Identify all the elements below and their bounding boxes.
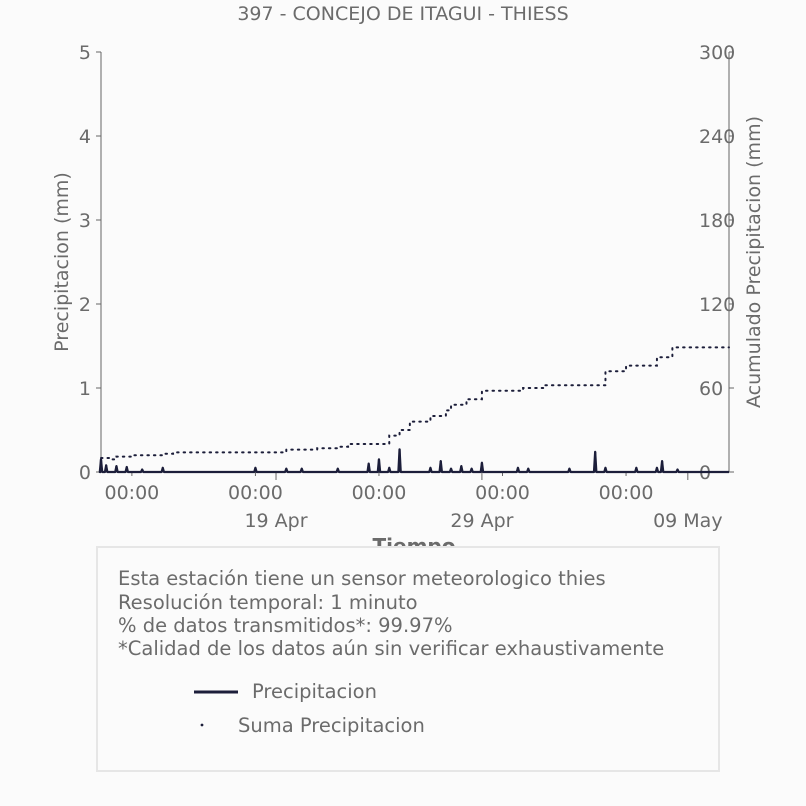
x-minor-tick-label: 00:00: [104, 482, 160, 504]
legend-label-suma-precipitacion: Suma Precipitacion: [238, 714, 425, 737]
series-precipitacion-line: [100, 449, 729, 472]
legend-dot-icon: [198, 720, 208, 730]
left-y-tick-label: 0: [78, 462, 91, 484]
info-sensor: Esta estación tiene un sensor meteorologico thies: [118, 567, 606, 590]
left-y-tick-label: 2: [78, 294, 91, 316]
x-major-tick-label: 09 May: [653, 510, 723, 532]
right-y-tick-label: 300: [699, 42, 736, 64]
info-transmitted: % de datos transmitidos*: 99.97%: [118, 614, 453, 637]
legend-solid-line-icon: [193, 688, 239, 698]
right-y-tick-label: 240: [699, 126, 736, 148]
x-major-tick-label: 29 Apr: [450, 510, 514, 532]
series-suma-precipitacion-line: [101, 347, 729, 459]
x-minor-tick-label: 00:00: [351, 482, 407, 504]
y2-axis-label: Acumulado Precipitacion (mm): [743, 116, 765, 408]
info-quality-note: *Calidad de los datos aún sin verificar exhaustivamente: [118, 637, 665, 660]
left-y-tick-label: 3: [78, 210, 91, 232]
left-y-tick-label: 1: [78, 378, 91, 400]
right-y-tick-label: 120: [699, 294, 736, 316]
right-y-tick-label: 180: [699, 210, 736, 232]
info-resolution: Resolución temporal: 1 minuto: [118, 591, 418, 614]
x-minor-tick-label: 00:00: [598, 482, 654, 504]
legend-label-precipitacion: Precipitacion: [252, 680, 377, 703]
left-y-tick-label: 4: [78, 126, 91, 148]
right-y-tick-label: 0: [699, 462, 712, 484]
left-y-tick-label: 5: [78, 42, 91, 64]
x-minor-tick-label: 00:00: [228, 482, 283, 504]
x-minor-tick-label: 00:00: [475, 482, 530, 504]
y-axis-label: Precipitacion (mm): [51, 172, 73, 352]
right-y-tick-label: 60: [699, 378, 724, 400]
legend-box: [96, 546, 720, 772]
chart-title: 397 - CONCEJO DE ITAGUI - THIESS: [237, 3, 569, 25]
x-major-tick-label: 19 Apr: [244, 510, 308, 532]
